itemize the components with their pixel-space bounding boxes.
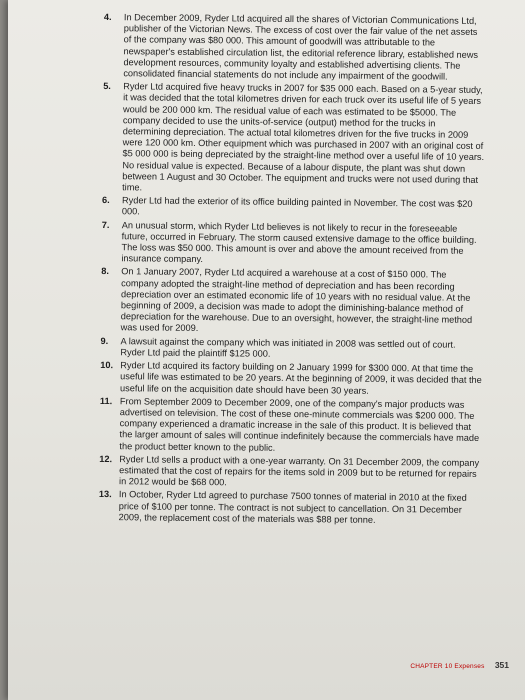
item-number: 4.: [103, 12, 112, 23]
item-text: In December 2009, Ryder Ltd acquired all the shares of Victorian Communications Ltd, publisher of the Victorian News. The excess of cost over the fair value of the net assets of the company was $80 000. This amount of goodwill was attributable to the newspaper's established circulation list, the editorial reference library, established news development resources, community loyalty and established advertising clients. The consolidated financial statements do not include any impairment of the goodwill.: [123, 12, 479, 82]
list-item-7: [101, 220, 483, 269]
list-item-4: [103, 12, 486, 83]
item-number: 9.: [100, 335, 109, 346]
item-number: 11.: [99, 395, 113, 406]
list-item-13: [99, 489, 481, 527]
item-number: 7.: [101, 219, 110, 230]
list-item-11: [99, 396, 482, 456]
item-text: Ryder Ltd acquired five heavy trucks in 2007 for $35 000 each. Based on a 5-year study, it was decided that the total kilometres driven for each truck over its useful life of 5 years would be 200 000 km. The residual value of each was estimated to be $5000. The company decided to use the units-of-service (output) method for the trucks in determining depreciation. The actual total kilometres driven for the five trucks in 2009 were 120 000 km. Other equipment which was purchased in 2007 with an original cost of $5 000 000 is being depreciated by the straight-line method over a useful life of 10 years. No residual value is expected. Because of a labour dispute, the plant was shut down between 1 August and 30 October. The equipment and trucks were not used during that time.: [122, 81, 485, 193]
item-number: 12.: [99, 453, 113, 464]
textbook-page: [8, 0, 525, 700]
item-text: Ryder Ltd sells a product with a one-year warranty. On 31 December 2009, the company estimated that the cost of repairs for the items sold in 2009 but to be returned for repairs in 2012 would be $68 000.: [119, 453, 480, 488]
list-item-6: [102, 195, 484, 221]
list-item-5: [102, 81, 485, 197]
item-number: 6.: [101, 195, 110, 206]
item-number: 8.: [101, 266, 110, 277]
page-number: 351: [494, 660, 509, 670]
item-text: From September 2009 to December 2009, one of the company's major products was advertised on television. The cost of these one-minute commercials was $200 000. The company experienced a dramatic increase in the sale of this product. It is believed that the larger amount of sales will continue indefinitely because the commercials have made the product better known to the public.: [119, 395, 480, 453]
item-text: Ryder Ltd acquired its factory building on 2 January 1999 for $300 000. At that time the useful life was estimated to be 20 years. At the beginning of 2009, it was decided that the useful life on the acquisition date should have been 30 years.: [120, 360, 482, 396]
list-item-8: [101, 266, 484, 337]
list-item-9: [100, 336, 482, 362]
item-text: On 1 January 2007, Ryder Ltd acquired a warehouse at a cost of $150 000. The company adopted the straight-line method of depreciation and has been recording depreciation over an estimated economic life of 10 years with no residual value. At the beginning of 2009, a decision was made to adopt the diminishing-balance method of depreciation for the warehouse. Due to an oversight, however, the straight-line method was used for 2009.: [120, 266, 473, 334]
list-item-10: [100, 360, 482, 398]
item-text: In October, Ryder Ltd agreed to purchase 7500 tonnes of material in 2010 at the fixed price of $100 per tonne. The contract is not subject to cancellation. On 31 December 2009, the replacement cost of the materials was $88 per tonne.: [118, 489, 467, 525]
numbered-list: [99, 12, 486, 529]
item-text: An unusual storm, which Ryder Ltd believes is not likely to recur in the foreseeable future, occurred in February. The storm caused extensive damage to the office building. The loss was $50 000. This amount is over and above the amount received from the insurance company.: [121, 219, 477, 265]
item-number: 13.: [98, 489, 112, 500]
item-number: 10.: [100, 360, 114, 371]
list-item-12: [99, 454, 481, 492]
chapter-label: CHAPTER 10 Expenses: [410, 663, 485, 670]
item-number: 5.: [103, 81, 111, 92]
page-footer: [410, 660, 509, 670]
item-text: A lawsuit against the company which was initiated in 2008 was settled out of court. Ryder Ltd paid the plaintiff $125 000.: [120, 335, 456, 359]
item-text: Ryder Ltd had the exterior of its office building painted in November. The cost was $20 000.: [121, 195, 473, 217]
